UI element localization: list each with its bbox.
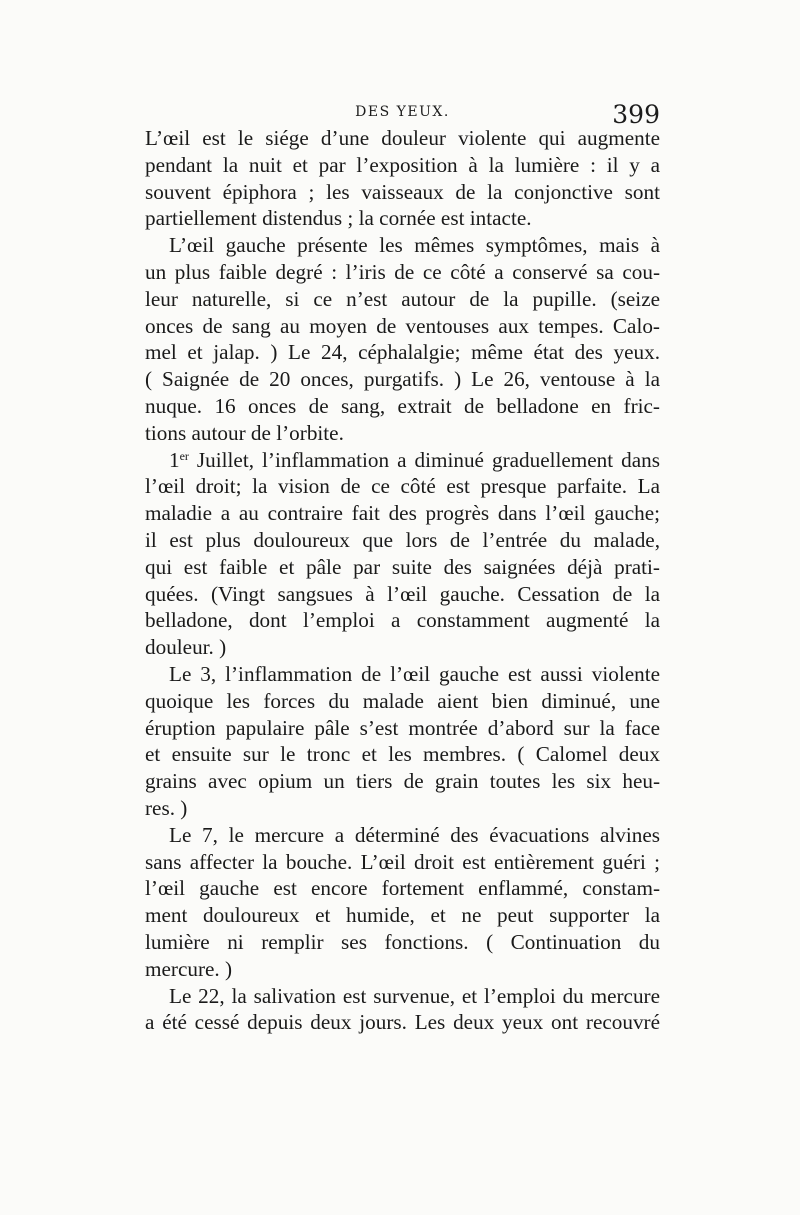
- text-line: quoique les forces du malade aient bien diminué, une: [145, 688, 660, 713]
- text-line: ( Saignée de 20 onces, purgatifs. ) Le 26, ventouse à la: [145, 367, 660, 392]
- text-line: L’œil est le siége d’une douleur violente qui augmente: [145, 126, 660, 150]
- text-line: l’œil gauche est encore fortement enflammé, constam-: [145, 876, 660, 901]
- text-line: mel et jalap. ) Le 24, céphalalgie; même état des yeux.: [145, 340, 660, 365]
- text-line: mercure. ): [145, 956, 233, 981]
- body-text: [145, 125, 660, 1036]
- text-line: tions autour de l’orbite.: [145, 420, 344, 445]
- text-line: pendant la nuit et par l’exposition à la lumière : il y a: [145, 152, 660, 177]
- text-line: partiellement distendus ; la cornée est intacte.: [145, 206, 532, 231]
- text-line: qui est faible et pâle par suite des saignées déjà prati-: [145, 554, 660, 579]
- text-line: grains avec opium un tiers de grain toutes les six heu-: [145, 769, 660, 794]
- text-line: quées. (Vingt sangsues à l’œil gauche. Cessation de la: [145, 581, 660, 606]
- text-line: lumière ni remplir ses fonctions. ( Continuation du: [145, 929, 660, 954]
- text-line: l’œil droit; la vision de ce côté est presque parfaite. La: [145, 474, 660, 499]
- text-line: un plus faible degré : l’iris de ce côté a conservé sa cou-: [145, 259, 660, 284]
- text-line: douleur. ): [145, 635, 227, 660]
- text-line: L’œil gauche présente les mêmes symptômes, mais à: [169, 233, 660, 258]
- text-line: onces de sang au moyen de ventouses aux tempes. Calo-: [145, 313, 660, 338]
- text-line: éruption papulaire pâle s’est montrée d’abord sur la face: [145, 715, 660, 740]
- text-line: il est plus douloureux que lors de l’entrée du malade,: [145, 527, 660, 552]
- text-line: Le 22, la salivation est survenue, et l’emploi du mercure: [169, 983, 660, 1008]
- text-line: a été cessé depuis deux jours. Les deux yeux ont recouvré: [145, 1010, 660, 1035]
- running-title: DES YEUX.: [355, 104, 450, 120]
- text-line: Le 7, le mercure a déterminé des évacuations alvines: [169, 822, 660, 847]
- text-line: leur naturelle, si ce n’est autour de la pupille. (seize: [145, 286, 660, 311]
- ordinal-text: 1er Juillet, l’inflammation a diminué graduellement dans: [169, 447, 660, 472]
- text-line: et ensuite sur le tronc et les membres. ( Calomel deux: [145, 742, 660, 767]
- text-line: belladone, dont l’emploi a constamment augmenté la: [145, 608, 660, 633]
- page-number: 399: [612, 100, 660, 129]
- text-line: sans affecter la bouche. L’œil droit est entièrement guéri ;: [145, 849, 660, 874]
- text-line-with-ordinal: [145, 447, 660, 474]
- ordinal-superscript: er: [179, 448, 189, 463]
- text-line: ment douloureux et humide, et ne peut supporter la: [145, 903, 660, 928]
- text-line: maladie a au contraire fait des progrès dans l’œil gauche;: [145, 501, 660, 526]
- text-line: souvent épiphora ; les vaisseaux de la conjonctive sont: [145, 179, 660, 204]
- text-line: res. ): [145, 795, 188, 820]
- text-line: Le 3, l’inflammation de l’œil gauche est aussi violente: [169, 661, 660, 686]
- text-line: nuque. 16 onces de sang, extrait de belladone en fric-: [145, 393, 660, 418]
